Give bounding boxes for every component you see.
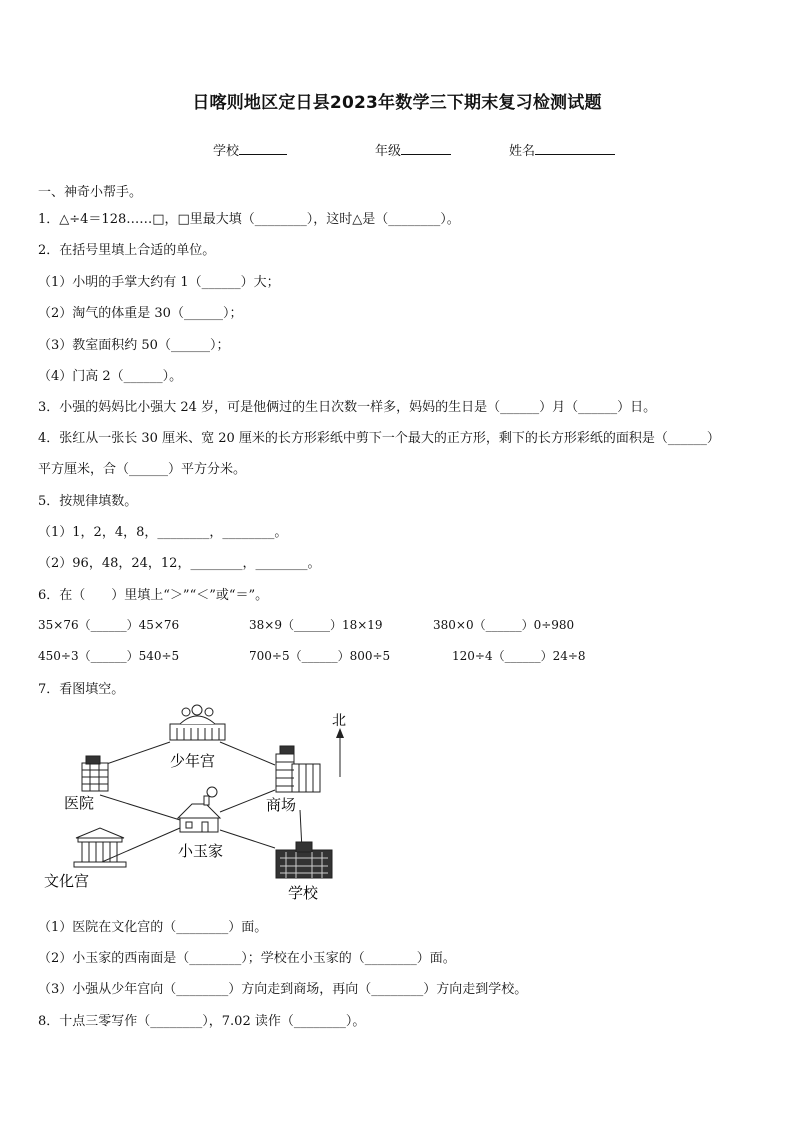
mall-icon: [276, 746, 320, 792]
youth-palace-icon: [170, 705, 225, 740]
question-4-line-2: 平方厘米，合（______）平方分米。: [38, 462, 247, 477]
question-1: 1．△÷4＝128……□，□里最大填（________），这时△是（________）。: [38, 212, 460, 227]
school-field[interactable]: [213, 140, 287, 159]
grade-label: 年级: [375, 144, 402, 159]
name-blank[interactable]: [535, 142, 615, 155]
question-5-stem: 5．按规律填数。: [38, 494, 138, 509]
compare-item: 450÷3（______）540÷5: [38, 649, 180, 663]
compare-item: 700÷5（______）800÷5: [249, 649, 391, 663]
question-2-item-2: （2）淘气的体重是 30（______）；: [38, 306, 243, 321]
question-3: 3．小强的妈妈比小强大 24 岁，可是他俩过的生日次数一样多，妈妈的生日是（______）月（______）日。: [38, 400, 657, 415]
map-figure: [30, 700, 370, 905]
grade-field[interactable]: [375, 140, 451, 159]
north-arrow: [332, 713, 346, 777]
question-2-item-4: （4）门高 2（______）。: [38, 369, 183, 384]
grade-blank[interactable]: [401, 142, 451, 155]
question-2-item-3: （3）教室面积约 50（______）；: [38, 338, 230, 353]
north-label: 北: [332, 713, 346, 729]
question-7-item-1: （1）医院在文化宫的（________）面。: [38, 920, 268, 935]
mall-label: 商场: [266, 796, 297, 814]
section-heading: 一、神奇小帮手。: [38, 185, 143, 200]
school-icon: [276, 842, 332, 878]
question-2-stem: 2．在括号里填上合适的单位。: [38, 243, 216, 258]
question-4-line-1: 4．张红从一张长 30 厘米、宽 20 厘米的长方形彩纸中剪下一个最大的正方形，剩下的长方形彩纸的面积是（______）: [38, 431, 720, 446]
hospital-icon: [82, 756, 108, 791]
compare-item: 38×9（______）18×19: [249, 618, 383, 632]
question-5-item-2: （2）96，48，24，12，________，________。: [38, 556, 321, 571]
question-8: 8．十点三零写作（________），7.02 读作（________）。: [38, 1014, 366, 1029]
name-label: 姓名: [509, 144, 536, 159]
name-field[interactable]: [509, 140, 615, 159]
question-6-stem: 6．在（ ）里填上“＞”“＜”或“＝”。: [38, 588, 269, 603]
school-blank[interactable]: [239, 142, 287, 155]
question-7-stem: 7．看图填空。: [38, 682, 125, 697]
hospital-label: 医院: [64, 794, 95, 812]
youth-palace-label: 少年宫: [170, 752, 216, 770]
page-title: 日喀则地区定日县2023年数学三下期末复习检测试题: [192, 93, 602, 113]
school-label-map: 学校: [288, 884, 319, 902]
question-2-item-1: （1）小明的手掌大约有 1（______）大；: [38, 275, 280, 290]
home-label: 小玉家: [178, 842, 224, 860]
question-7-item-2: （2）小玉家的西南面是（________）；学校在小玉家的（________）面。: [38, 951, 456, 966]
culture-palace-icon: [74, 828, 126, 867]
question-5-item-1: （1）1，2，4，8，________，________。: [38, 525, 288, 540]
compare-item: 35×76（______）45×76: [38, 618, 180, 632]
question-7-item-3: （3）小强从少年宫向（________）方向走到商场，再向（________）方向走到学校。: [38, 982, 528, 997]
school-label: 学校: [213, 144, 240, 159]
culture-palace-label: 文化宫: [44, 872, 90, 890]
compare-item: 380×0（______）0÷980: [433, 618, 575, 632]
compare-item: 120÷4（______）24÷8: [452, 649, 586, 663]
house-icon: [178, 787, 220, 832]
